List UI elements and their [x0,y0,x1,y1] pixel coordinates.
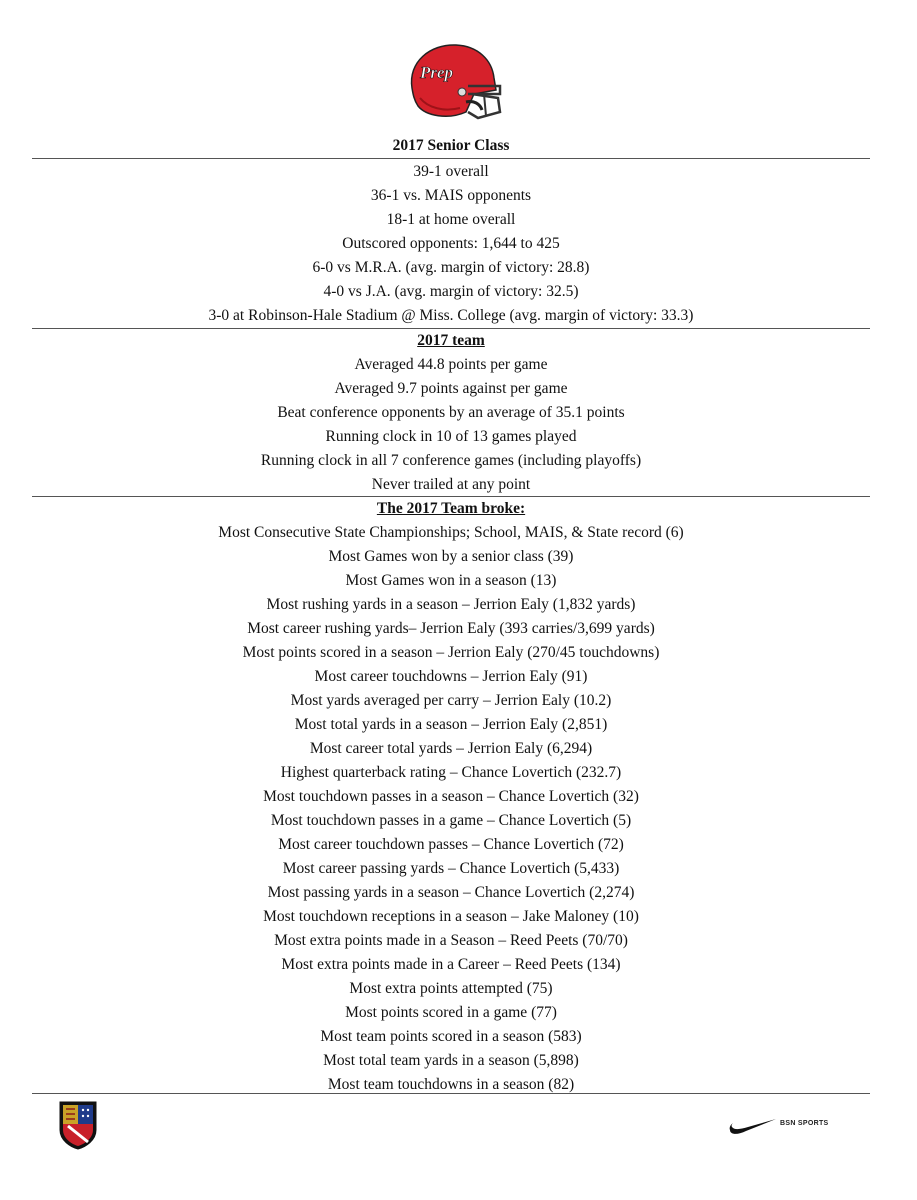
list-item: Most career touchdown passes – Chance Lovertich (72) [278,836,624,853]
team-list [32,329,870,497]
list-item: Averaged 9.7 points against per game [334,380,568,397]
list-item: Running clock in all 7 conference games (including playoffs) [260,452,642,469]
list-item: Most career touchdowns – Jerrion Ealy (91) [314,668,588,685]
list-item: 4-0 vs J.A. (avg. margin of victory: 32.5) [323,283,579,300]
list-item: Most Games won in a season (13) [345,572,557,589]
list-item: Most team touchdowns in a season (82) [327,1076,575,1093]
list-item: 6-0 vs M.R.A. (avg. margin of victory: 28.8) [312,259,590,276]
senior-class-list [32,160,870,328]
records-list [32,497,870,1097]
list-item: Most career total yards – Jerrion Ealy (6,294) [309,740,593,757]
list-item: Running clock in 10 of 13 games played [325,428,577,445]
list-item: Most extra points made in a Season – Reed Peets (70/70) [274,932,628,949]
list-item: 36-1 vs. MAIS opponents [370,187,532,204]
list-item: 39-1 overall [413,163,489,180]
list-item: Most career rushing yards– Jerrion Ealy (393 carries/3,699 yards) [247,620,655,637]
list-item: Most career passing yards – Chance Lovertich (5,433) [282,860,620,877]
list-item: Averaged 44.8 points per game [354,356,548,373]
list-item: Highest quarterback rating – Chance Lovertich (232.7) [280,764,622,781]
list-item: Most extra points made in a Career – Reed Peets (134) [281,956,621,973]
nike-swoosh-logo [728,1116,778,1136]
list-item: Most points scored in a season – Jerrion Ealy (270/45 touchdowns) [242,644,660,661]
list-item: Most total team yards in a season (5,898) [323,1052,579,1069]
list-item: 3-0 at Robinson-Hale Stadium @ Miss. College (avg. margin of victory: 33.3) [208,307,694,324]
bsn-sports-logo: BSN SPORTS [780,1120,829,1127]
records-heading: The 2017 Team broke: [376,500,526,517]
list-item: Most yards averaged per carry – Jerrion Ealy (10.2) [290,692,612,709]
divider [32,1093,870,1094]
divider [32,158,870,159]
list-item: Most Games won by a senior class (39) [328,548,574,565]
list-item: Never trailed at any point [371,476,531,493]
list-item: Outscored opponents: 1,644 to 425 [342,235,560,252]
list-item: Most touchdown passes in a season – Chance Lovertich (32) [263,788,639,805]
list-item: Most Consecutive State Championships; School, MAIS, & State record (6) [218,524,684,541]
team-heading: 2017 team [417,332,485,349]
list-item: Beat conference opponents by an average of 35.1 points [277,404,625,421]
senior-class-heading: 2017 Senior Class [392,137,510,154]
helmet-logo-text: Prep [420,63,454,82]
list-item: Most touchdown passes in a game – Chance Lovertich (5) [270,812,632,829]
list-item: Most total yards in a season – Jerrion Ealy (2,851) [294,716,608,733]
list-item: Most touchdown receptions in a season – Jake Maloney (10) [263,908,639,925]
list-item: Most passing yards in a season – Chance Lovertich (2,274) [267,884,635,901]
list-item: 18-1 at home overall [386,211,516,228]
helmet-logo [404,40,504,122]
list-item: Most extra points attempted (75) [349,980,553,997]
list-item: Most team points scored in a season (583) [320,1028,582,1045]
list-item: Most rushing yards in a season – Jerrion Ealy (1,832 yards) [266,596,636,613]
school-crest-logo [58,1100,98,1150]
list-item: Most points scored in a game (77) [345,1004,557,1021]
